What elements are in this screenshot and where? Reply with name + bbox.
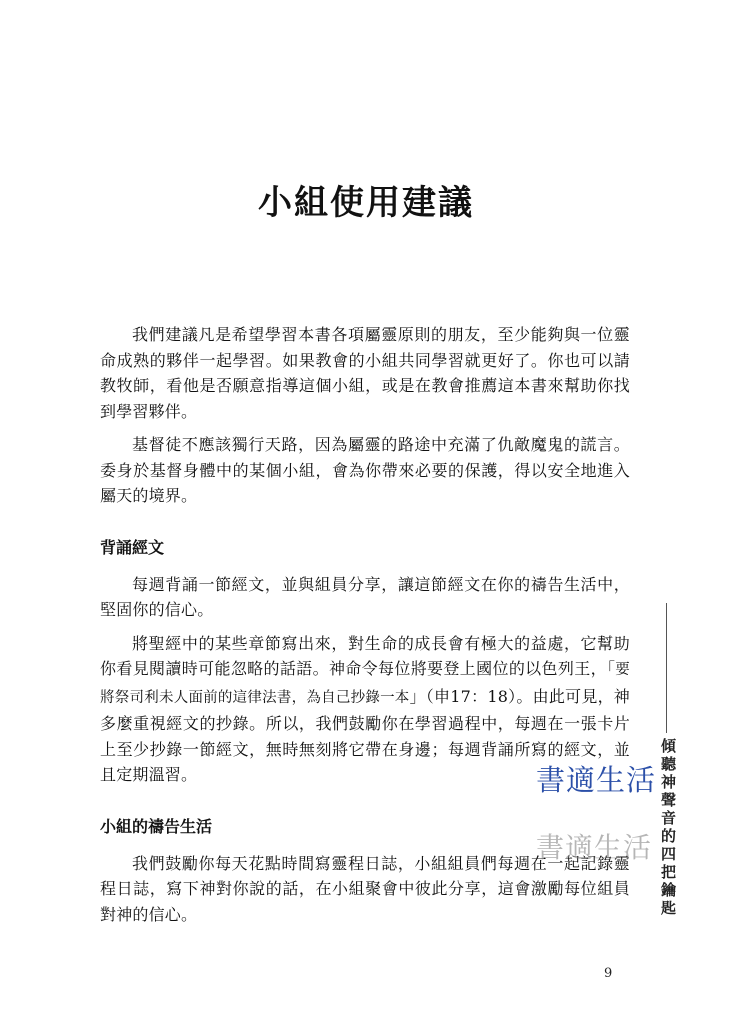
intro-paragraph-2: 基督徒不應該獨行天路，因為屬靈的路途中充滿了仇敵魔鬼的謊言。委身於基督身體中的某個小組，會為你帶來必要的保護，得以安全地進入屬天的境界。: [100, 435, 630, 505]
watermark-secondary: 書適生活: [536, 831, 653, 864]
side-divider-line: [666, 603, 667, 733]
running-book-title: 傾聽神聲音的四把鑰匙: [659, 738, 677, 918]
scripture-quote: 要將祭司利未人面前的這律法書，為自己抄錄一本: [100, 662, 630, 706]
intro-paragraph-1: 我們建議凡是希望學習本書各項屬靈原則的朋友，至少能夠與一位靈命成熟的夥伴一起學習。如果教會的小組共同學習就更好了。你也可以請教牧師，看他是否願意指導這個小組，或是在教會推薦這本書來幫助你找到學習夥伴。: [100, 325, 630, 421]
memorize-text-before: 將聖經中的某些章節寫出來，對生命的成長會有極大的益處，它幫助你看見閱讀時可能忽略的話語。神命令每位將要登上國位的以色列王，「: [100, 633, 630, 678]
memorize-text-after: 」（申17：18）。由此可見，神多麼重視經文的抄錄。所以，我們鼓勵你在學習過程中，每週在一張卡片上至少抄錄一節經文，無時無刻將它帶在身邊；每週背誦所寫的經文，並且定期溫習。: [100, 686, 631, 784]
memorize-paragraph-1: 每週背誦一節經文，並與組員分享，讓這節經文在你的禱告生活中，堅固你的信心。: [100, 574, 630, 619]
section-heading-prayer-life: 小組的禱告生活: [100, 816, 213, 836]
prayer-life-paragraph-1: 我們鼓勵你每天花點時間寫靈程日誌，小組組員們每週在一起記錄靈程日誌，寫下神對你說的話，在小組聚會中彼此分享，這會激勵每位組員對神的信心。: [100, 853, 630, 924]
watermark-primary: 書適生活: [536, 763, 657, 797]
section-heading-memorize: 背誦經文: [100, 537, 165, 557]
page-number: 9: [604, 966, 613, 981]
page-title: 小組使用建議: [258, 183, 474, 223]
